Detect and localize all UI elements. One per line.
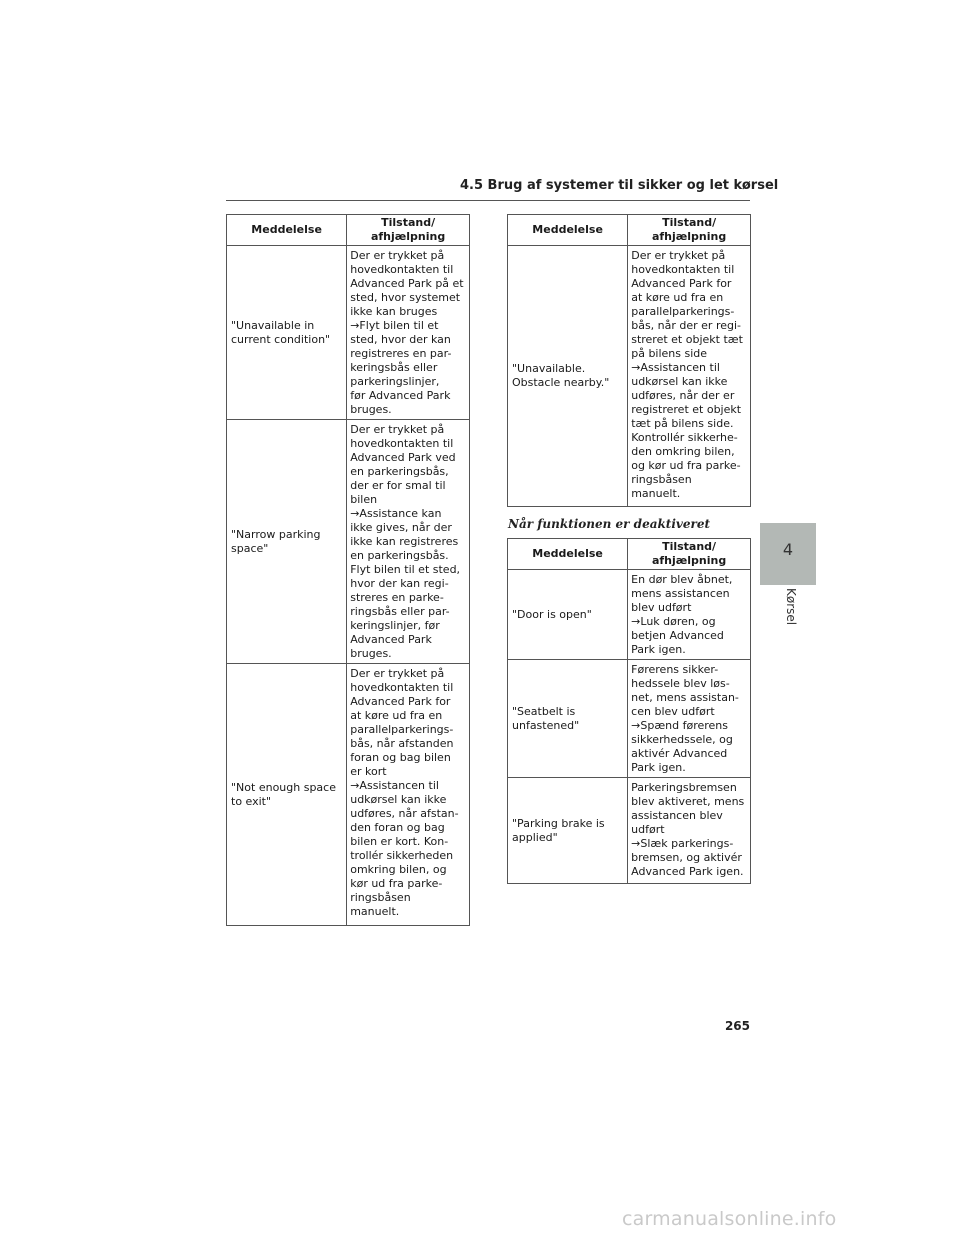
watermark-text: carmanualsonline.info bbox=[622, 1208, 837, 1230]
message-cell: "Unavailable in current condition" bbox=[227, 246, 347, 420]
message-cell: "Seatbelt is unfastened" bbox=[508, 660, 628, 778]
status-cell: Der er trykket på hovedkontakten til Advanced Park for at køre ud fra en parallelparkerings- bås, når afstanden foran og bag bilen er kort →Assistancen til udkørsel kan ikke udføres, når afstan- den foran og bag bilen er kort. Kon- trollér sikkerheden omkring bilen, og kør ud fra parke- ringsbåsen manuelt. bbox=[347, 664, 470, 926]
page-number: 265 bbox=[724, 1019, 750, 1033]
message-cell: "Door is open" bbox=[508, 570, 628, 660]
table-row bbox=[227, 664, 470, 926]
table-row bbox=[227, 420, 470, 664]
header-status: Tilstand/ afhjælpning bbox=[628, 539, 751, 570]
message-cell: "Narrow parking space" bbox=[227, 420, 347, 664]
table-row bbox=[508, 570, 751, 660]
messages-table-right-bottom bbox=[507, 538, 751, 884]
table-row bbox=[227, 246, 470, 420]
table-header-row bbox=[227, 215, 470, 246]
messages-table-left bbox=[226, 214, 470, 926]
table-header-row bbox=[508, 215, 751, 246]
table-row bbox=[508, 246, 751, 507]
table-row bbox=[508, 778, 751, 884]
status-cell: Parkeringsbremsen blev aktiveret, mens assistancen blev udført →Slæk parkerings- bremsen, og aktivér Advanced Park igen. bbox=[628, 778, 751, 884]
table-row bbox=[508, 660, 751, 778]
header-divider bbox=[226, 200, 750, 201]
section-heading: Når funktionen er deaktiveret bbox=[508, 517, 710, 531]
messages-table-right-top bbox=[507, 214, 751, 507]
table-header-row bbox=[508, 539, 751, 570]
section-header-title: 4.5 Brug af systemer til sikker og let kørsel bbox=[460, 178, 779, 193]
header-status: Tilstand/ afhjælpning bbox=[347, 215, 470, 246]
message-cell: "Not enough space to exit" bbox=[227, 664, 347, 926]
header-message: Meddelelse bbox=[508, 539, 628, 570]
header-status: Tilstand/ afhjælpning bbox=[628, 215, 751, 246]
chapter-number: 4 bbox=[782, 540, 794, 559]
status-cell: Der er trykket på hovedkontakten til Advanced Park ved en parkeringsbås, der er for smal til bilen →Assistance kan ikke gives, når der ikke kan registreres en parkeringsbås. Flyt bilen til et sted, hvor der kan regi- streres en parke- ringsbås eller par- keringslinjer, før Advanced Park bruges. bbox=[347, 420, 470, 664]
chapter-label: Kørsel bbox=[784, 588, 798, 626]
status-cell: En dør blev åbnet, mens assistancen blev udført →Luk døren, og betjen Advanced Park igen. bbox=[628, 570, 751, 660]
status-cell: Der er trykket på hovedkontakten til Advanced Park på et sted, hvor systemet ikke kan bruges →Flyt bilen til et sted, hvor der kan registreres en par- keringsbås eller parkeringslinjer, før Advanced Park bruges. bbox=[347, 246, 470, 420]
header-message: Meddelelse bbox=[508, 215, 628, 246]
header-message: Meddelelse bbox=[227, 215, 347, 246]
status-cell: Førerens sikker- hedssele blev løs- net, mens assistan- cen blev udført →Spænd førerens sikkerhedssele, og aktivér Advanced Park igen. bbox=[628, 660, 751, 778]
message-cell: "Unavailable. Obstacle nearby." bbox=[508, 246, 628, 507]
message-cell: "Parking brake is applied" bbox=[508, 778, 628, 884]
status-cell: Der er trykket på hovedkontakten til Advanced Park for at køre ud fra en parallelparkerings- bås, når der er regi- streret et objekt tæt på bilens side →Assistancen til udkørsel kan ikke udføres, når der er registreret et objekt tæt på bilens side. Kontrollér sikkerhe- den omkring bilen, og kør ud fra parke- ringsbåsen manuelt. bbox=[628, 246, 751, 507]
